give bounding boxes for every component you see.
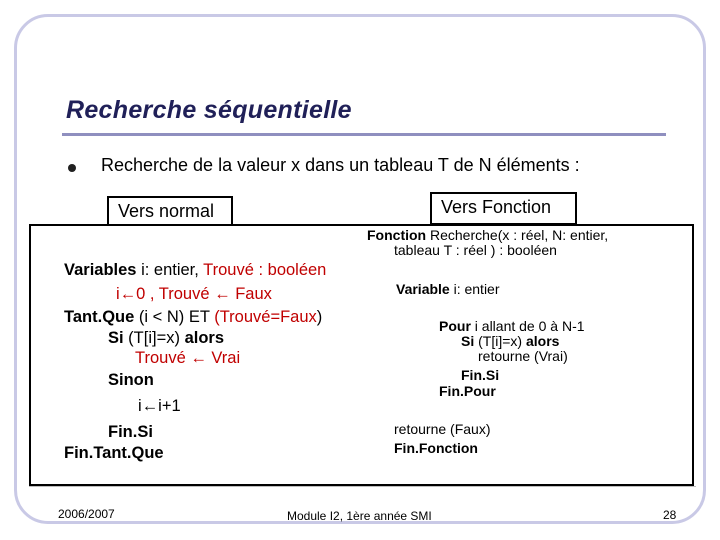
- increment-statement: i←i+1: [138, 397, 181, 415]
- right-line-return-false: [394, 422, 490, 436]
- keyword-si-right: Si: [461, 333, 475, 349]
- keyword-finfonction: Fin.Fonction: [394, 440, 478, 456]
- keyword-sinon: Sinon: [108, 371, 154, 389]
- left-line-found: [135, 350, 240, 367]
- left-line-endif: [108, 424, 153, 441]
- while-cond-start: (i < N) ET: [134, 308, 215, 326]
- tab-normal-version: Vers normal: [107, 196, 233, 226]
- keyword-alors-right: alors: [525, 333, 560, 349]
- bullet-text: Recherche de la valeur x dans un tableau T de N éléments :: [101, 155, 580, 175]
- right-line-variable: [396, 282, 500, 296]
- footer-date: 2006/2007: [58, 507, 115, 521]
- slide-title: Recherche séquentielle: [66, 96, 352, 124]
- right-line-function: [367, 228, 608, 242]
- keyword-fintantque: Fin.Tant.Que: [64, 444, 164, 462]
- keyword-variables: Variables: [64, 261, 137, 279]
- while-cond-end: ): [316, 308, 323, 326]
- keyword-tantque: Tant.Que: [64, 308, 135, 326]
- for-range: i allant de 0 à N-1: [470, 318, 585, 334]
- keyword-finpour: Fin.Pour: [439, 383, 496, 399]
- keyword-pour: Pour: [439, 318, 471, 334]
- keyword-fonction: Fonction: [367, 227, 427, 243]
- right-line-endif: [461, 368, 499, 382]
- if-cond: (T[i]=x): [123, 329, 185, 347]
- footer-page-number: 28: [663, 508, 677, 522]
- left-line-if: [108, 330, 224, 347]
- left-line-variables: [64, 262, 326, 279]
- left-line-init: [116, 286, 272, 303]
- keyword-finsi-right: Fin.Si: [461, 367, 500, 383]
- if-cond-right: (T[i]=x): [474, 333, 526, 349]
- left-line-while: [64, 309, 322, 326]
- left-line-endwhile: [64, 445, 164, 462]
- return-true: retourne (Vrai): [478, 348, 568, 364]
- right-line-for: [439, 319, 585, 333]
- right-line-function-2: [394, 243, 557, 257]
- init-statement: i←0 , Trouvé ← Faux: [116, 285, 272, 303]
- variables-found-decl: Trouvé : booléen: [198, 261, 327, 279]
- found-assign: Trouvé ← Vrai: [135, 349, 241, 367]
- variables-decl: i: entier,: [136, 261, 199, 279]
- keyword-finsi: Fin.Si: [108, 423, 153, 441]
- right-line-if: [461, 334, 559, 348]
- keyword-si: Si: [108, 329, 124, 347]
- keyword-variable: Variable: [396, 281, 450, 297]
- tab-function-version: Vers Fonction: [430, 192, 577, 225]
- code-box-shadow: [29, 486, 696, 487]
- footer-course: Module I2, 1ère année SMI: [287, 509, 432, 523]
- variable-decl: i: entier: [449, 281, 500, 297]
- title-underline: [62, 133, 666, 136]
- bullet-icon: [68, 164, 76, 172]
- keyword-alors: alors: [184, 329, 224, 347]
- left-line-else: [108, 372, 154, 389]
- right-line-return-true: [478, 349, 568, 363]
- while-cond-found: (Trouvé=Faux: [214, 308, 317, 326]
- function-signature-1: Recherche(x : réel, N: entier,: [426, 227, 609, 243]
- function-signature-2: tableau T : réel ) : booléen: [394, 242, 557, 258]
- left-line-increment: [138, 398, 181, 415]
- right-line-endfor: [439, 384, 496, 398]
- right-line-endfunc: [394, 441, 478, 455]
- return-false: retourne (Faux): [394, 421, 491, 437]
